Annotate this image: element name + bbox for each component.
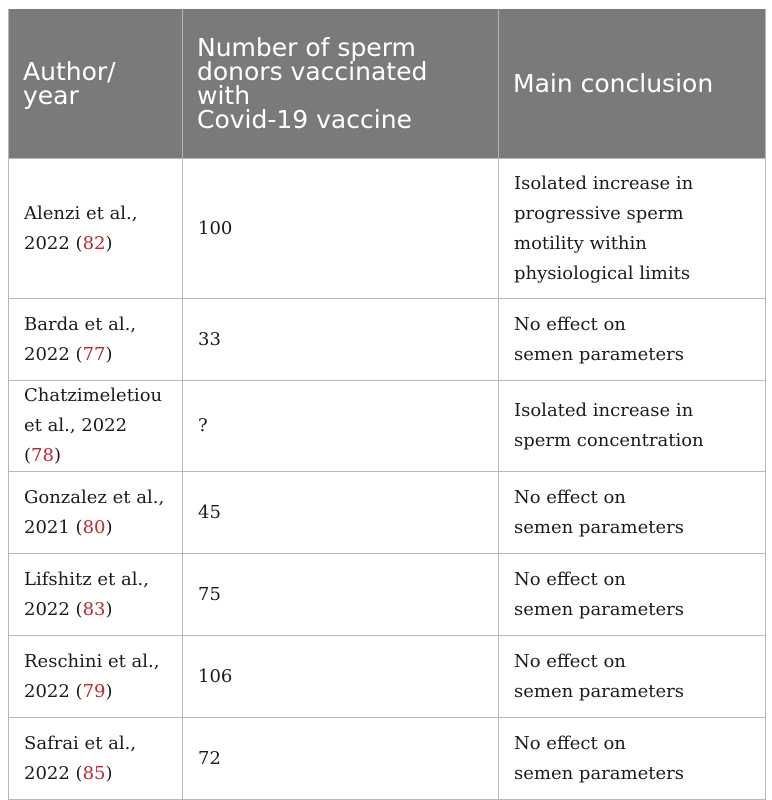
donor-count-cell: 72 — [183, 718, 499, 800]
header-number-of-donors: Number of sperm donors vaccinated with Covid-19 vaccine — [183, 9, 499, 159]
reference-link[interactable]: 83 — [82, 598, 106, 620]
author-cell: Barda et al., 2022 (77) — [9, 299, 183, 381]
conclusion-cell: No effect on semen parameters — [499, 718, 766, 800]
conclusion-cell: No effect on semen parameters — [499, 554, 766, 636]
reference-link[interactable]: 80 — [82, 516, 106, 538]
author-cell: Gonzalez et al., 2021 (80) — [9, 472, 183, 554]
conclusion-cell: Isolated increase in sperm concentration — [499, 381, 766, 472]
reference-link[interactable]: 85 — [82, 762, 106, 784]
author-cell: Chatzimeletiou et al., 2022 (78) — [9, 381, 183, 472]
table-row — [9, 554, 766, 636]
table-row — [9, 472, 766, 554]
header-row — [9, 9, 766, 159]
header-author-year: Author/ year — [9, 9, 183, 159]
reference-link[interactable]: 82 — [82, 232, 106, 254]
donor-count-cell: 45 — [183, 472, 499, 554]
vaccine-sperm-table — [8, 9, 766, 800]
reference-link[interactable]: 77 — [82, 343, 106, 365]
author-cell: Alenzi et al., 2022 (82) — [9, 159, 183, 299]
conclusion-cell: Isolated increase in progressive sperm motility within physiological limits — [499, 159, 766, 299]
donor-count-cell: 100 — [183, 159, 499, 299]
header-main-conclusion: Main conclusion — [499, 9, 766, 159]
reference-link[interactable]: 78 — [31, 445, 54, 466]
donor-count-cell: 33 — [183, 299, 499, 381]
table-row — [9, 636, 766, 718]
conclusion-cell: No effect on semen parameters — [499, 472, 766, 554]
author-cell: Lifshitz et al., 2022 (83) — [9, 554, 183, 636]
conclusion-cell: No effect on semen parameters — [499, 636, 766, 718]
donor-count-cell: 75 — [183, 554, 499, 636]
table-row — [9, 299, 766, 381]
conclusion-cell: No effect on semen parameters — [499, 299, 766, 381]
author-cell: Safrai et al., 2022 (85) — [9, 718, 183, 800]
table-row — [9, 718, 766, 800]
table-row — [9, 159, 766, 299]
author-cell: Reschini et al., 2022 (79) — [9, 636, 183, 718]
donor-count-cell: 106 — [183, 636, 499, 718]
table-row — [9, 381, 766, 472]
donor-count-cell: ? — [183, 381, 499, 472]
reference-link[interactable]: 79 — [82, 680, 106, 702]
